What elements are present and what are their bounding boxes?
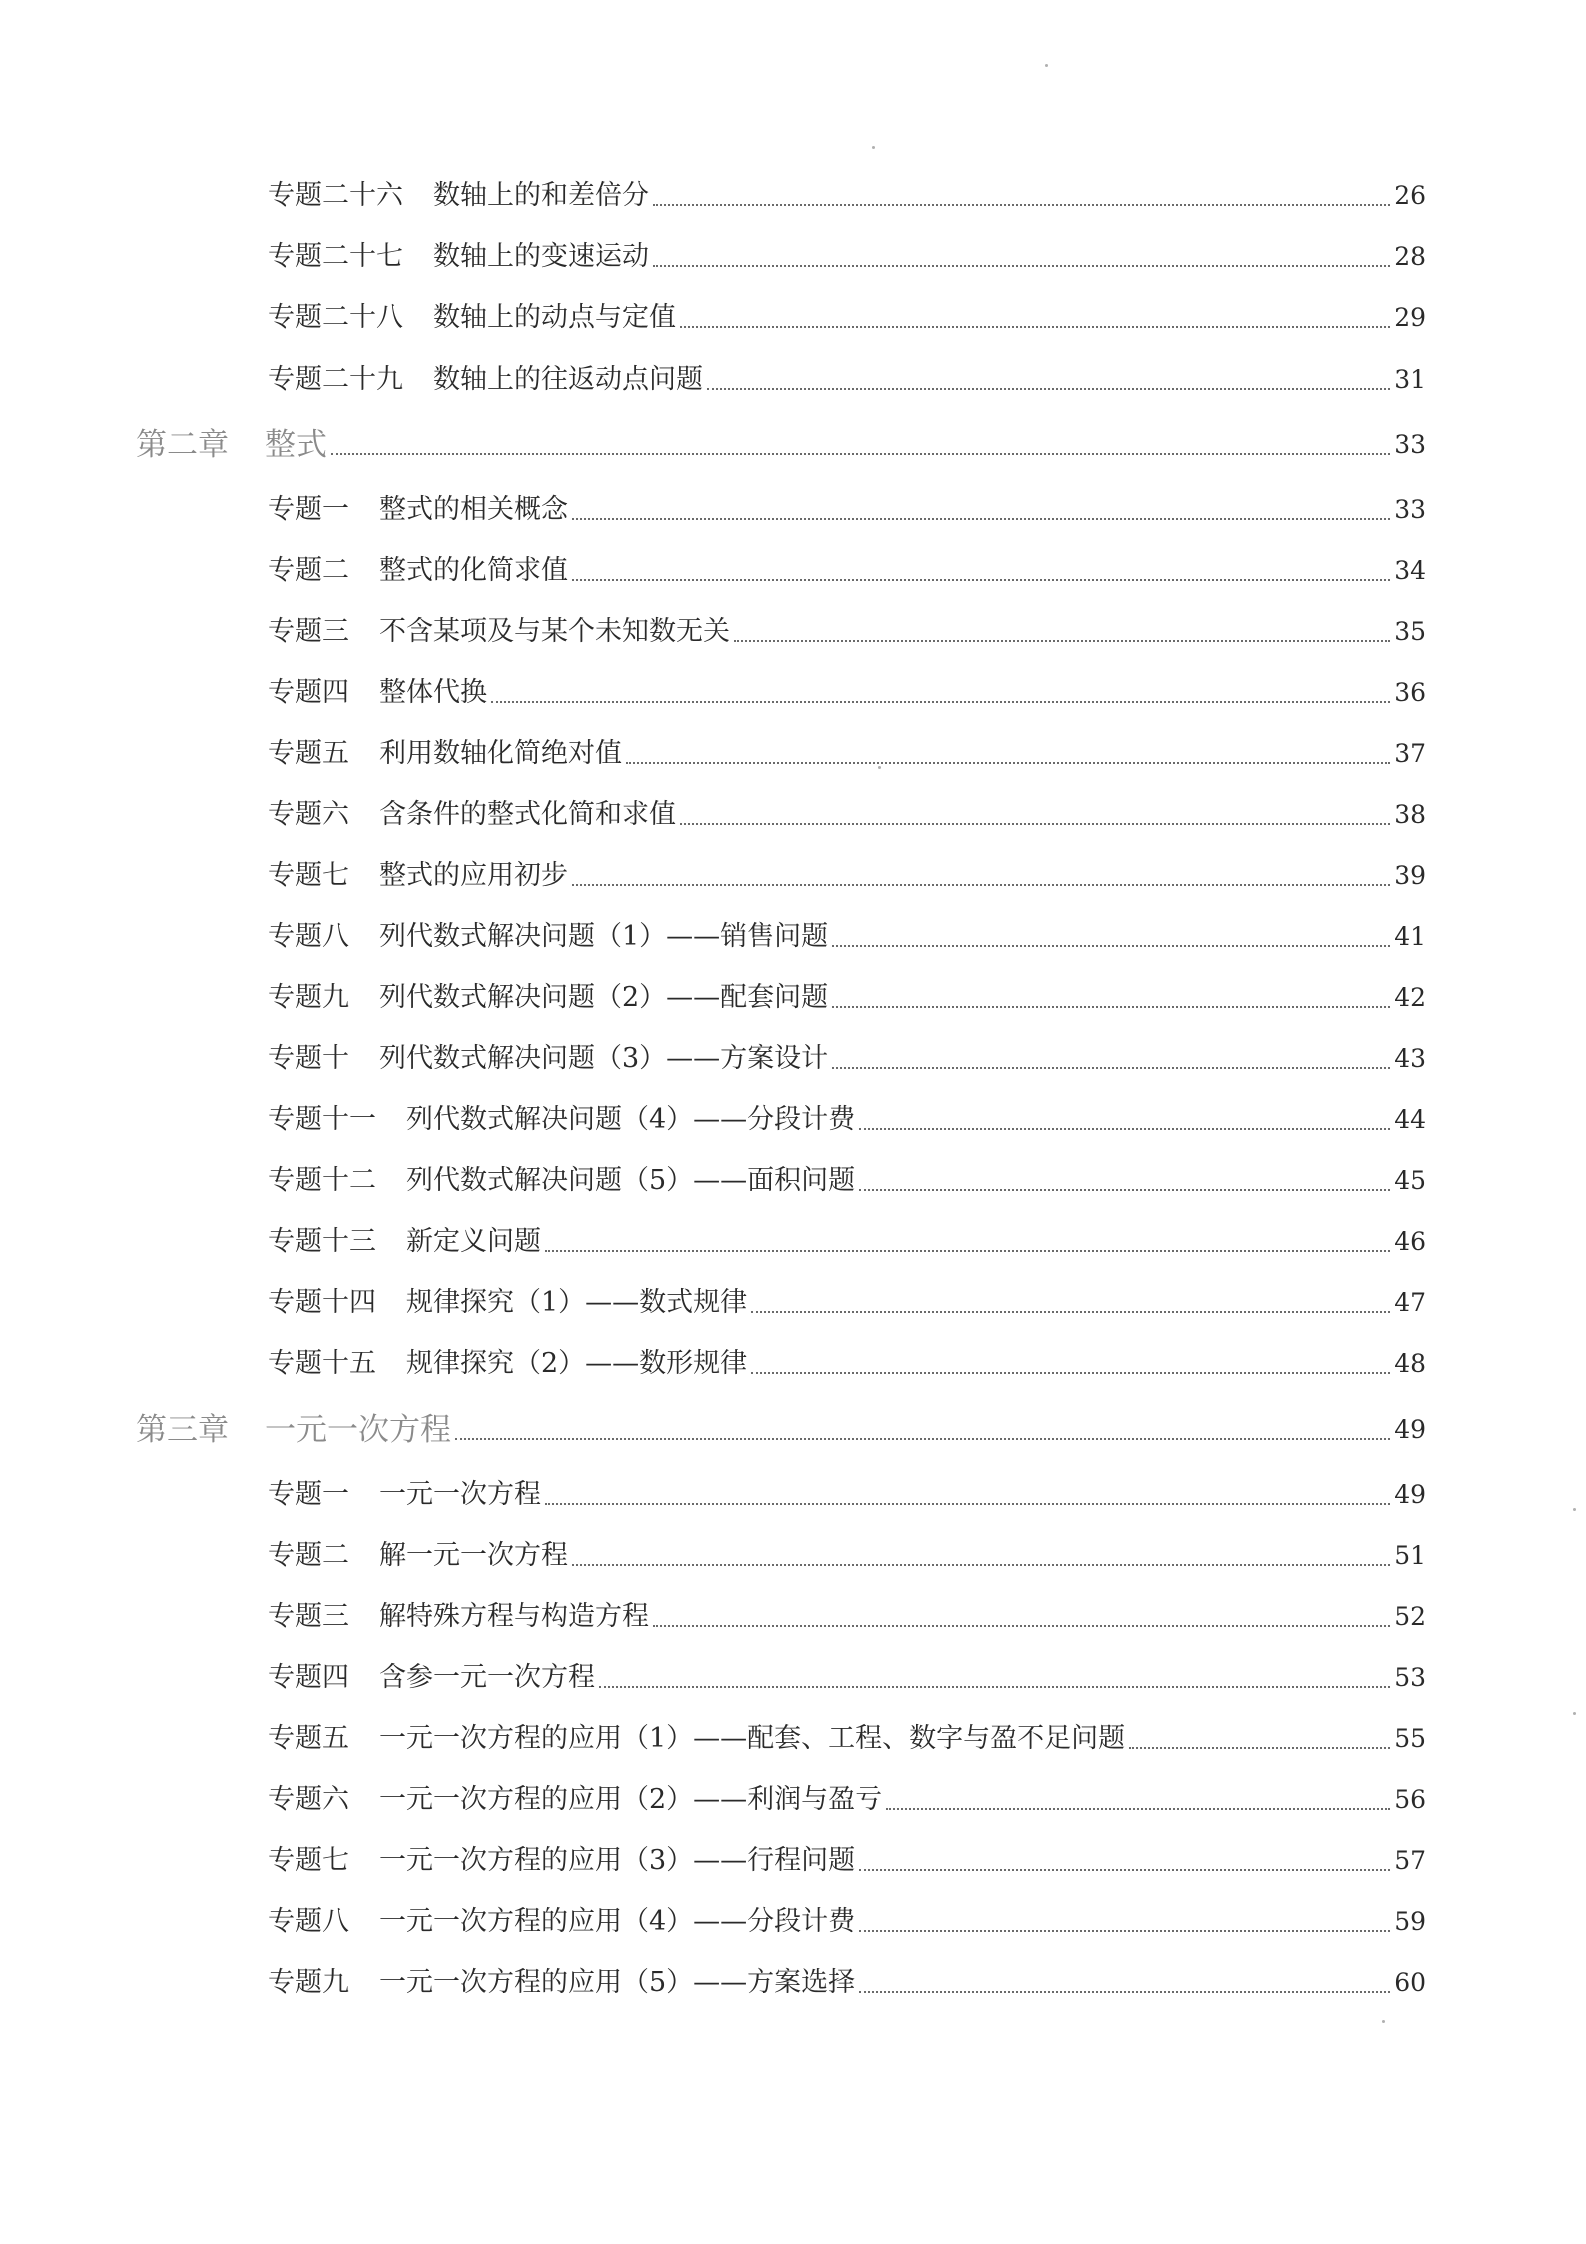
- toc-entry-title: 列代数式解决问题（1）——销售问题: [379, 921, 829, 952]
- dot-leader: [653, 204, 1390, 206]
- toc-entry-page-number: 28: [1394, 242, 1426, 271]
- dot-leader: [626, 762, 1390, 764]
- dot-leader: [680, 823, 1390, 825]
- toc-entry-label: 专题五: [268, 738, 349, 769]
- toc-entry-label: 专题二十七: [268, 241, 403, 272]
- dot-leader: [1129, 1747, 1390, 1749]
- toc-entry-title: 含参一元一次方程: [379, 1662, 595, 1693]
- toc-topic-row: [268, 1158, 1426, 1198]
- toc-entry-page-number: 39: [1394, 861, 1426, 890]
- toc-entry-title: 一元一次方程的应用（3）——行程问题: [379, 1845, 856, 1876]
- toc-entry-page-number: 33: [1394, 430, 1426, 459]
- toc-entry-label: 专题十二: [268, 1165, 376, 1196]
- dot-leader: [545, 1250, 1390, 1252]
- toc-entry-title: 整式: [265, 427, 327, 463]
- dot-leader: [859, 1128, 1390, 1130]
- toc-topic-row: [268, 548, 1426, 588]
- toc-entry-title: 一元一次方程的应用（2）——利润与盈亏: [379, 1784, 883, 1815]
- toc-topic-row: [268, 1777, 1426, 1817]
- dot-leader: [832, 945, 1390, 947]
- dot-leader: [832, 1067, 1390, 1069]
- toc-entry-title: 不含某项及与某个未知数无关: [379, 616, 730, 647]
- toc-entry-label: 专题六: [268, 799, 349, 830]
- toc-entry-title: 解一元一次方程: [379, 1540, 568, 1571]
- toc-entry-label: 专题一: [268, 1479, 349, 1510]
- toc-topic-row: [268, 295, 1426, 335]
- toc-entry-page-number: 31: [1394, 365, 1426, 394]
- toc-chapter-row: [136, 1407, 1426, 1447]
- dot-leader: [491, 701, 1390, 703]
- toc-entry-label: 专题十五: [268, 1348, 376, 1379]
- toc-entry-title: 一元一次方程: [379, 1479, 541, 1510]
- toc-entry-label: 专题十四: [268, 1287, 376, 1318]
- toc-topic-row: [268, 609, 1426, 649]
- toc-entry-label: 专题六: [268, 1784, 349, 1815]
- scan-speck: [1573, 1508, 1576, 1511]
- scan-speck: [1045, 64, 1048, 67]
- toc-entry-page-number: 26: [1394, 181, 1426, 210]
- dot-leader: [572, 884, 1390, 886]
- toc-entry-label: 专题九: [268, 1967, 349, 1998]
- dot-leader: [859, 1991, 1390, 1993]
- toc-entry-title: 规律探究（2）——数形规律: [406, 1348, 748, 1379]
- dot-leader: [599, 1686, 1390, 1688]
- scan-speck: [1573, 1712, 1576, 1715]
- toc-topic-row: [268, 1838, 1426, 1878]
- dot-leader: [455, 1438, 1390, 1440]
- toc-entry-page-number: 37: [1394, 739, 1426, 768]
- toc-entry-title: 整式的相关概念: [379, 494, 568, 525]
- toc-entry-page-number: 36: [1394, 678, 1426, 707]
- toc-topic-row: [268, 1960, 1426, 2000]
- toc-entry-title: 利用数轴化简绝对值: [379, 738, 622, 769]
- toc-topic-row: [268, 914, 1426, 954]
- toc-entry-page-number: 52: [1394, 1602, 1426, 1631]
- toc-entry-page-number: 53: [1394, 1663, 1426, 1692]
- toc-entry-title: 数轴上的和差倍分: [433, 180, 649, 211]
- toc-entry-page-number: 34: [1394, 556, 1426, 585]
- toc-topic-row: [268, 1716, 1426, 1756]
- toc-topic-row: [268, 853, 1426, 893]
- dot-leader: [859, 1189, 1390, 1191]
- toc-topic-row: [268, 670, 1426, 710]
- toc-topic-row: [268, 1219, 1426, 1259]
- toc-entry-title: 一元一次方程的应用（5）——方案选择: [379, 1967, 856, 1998]
- scan-speck: [878, 766, 881, 769]
- toc-entry-page-number: 57: [1394, 1846, 1426, 1875]
- toc-entry-label: 专题八: [268, 1906, 349, 1937]
- toc-entry-label: 专题七: [268, 860, 349, 891]
- toc-entry-label: 专题一: [268, 494, 349, 525]
- scan-speck: [872, 146, 875, 149]
- toc-entry-page-number: 48: [1394, 1349, 1426, 1378]
- toc-entry-page-number: 51: [1394, 1541, 1426, 1570]
- scan-speck: [1382, 2020, 1385, 2023]
- toc-entry-title: 一元一次方程的应用（4）——分段计费: [379, 1906, 856, 1937]
- toc-topic-row: [268, 487, 1426, 527]
- toc-entry-label: 专题五: [268, 1723, 349, 1754]
- toc-entry-page-number: 59: [1394, 1907, 1426, 1936]
- toc-topic-row: [268, 1533, 1426, 1573]
- toc-entry-page-number: 49: [1394, 1480, 1426, 1509]
- toc-topic-row: [268, 1594, 1426, 1634]
- toc-topic-row: [268, 1655, 1426, 1695]
- toc-entry-label: 第三章: [136, 1412, 229, 1448]
- toc-topic-row: [268, 1341, 1426, 1381]
- toc-entry-title: 整式的应用初步: [379, 860, 568, 891]
- toc-entry-label: 专题二: [268, 1540, 349, 1571]
- toc-entry-page-number: 33: [1394, 495, 1426, 524]
- toc-topic-row: [268, 234, 1426, 274]
- toc-entry-title: 列代数式解决问题（3）——方案设计: [379, 1043, 829, 1074]
- dot-leader: [572, 1564, 1390, 1566]
- toc-topic-row: [268, 357, 1426, 397]
- toc-entry-title: 一元一次方程: [265, 1412, 451, 1448]
- toc-entry-page-number: 41: [1394, 922, 1426, 951]
- toc-entry-label: 专题八: [268, 921, 349, 952]
- toc-entry-page-number: 44: [1394, 1105, 1426, 1134]
- dot-leader: [832, 1006, 1390, 1008]
- toc-entry-title: 一元一次方程的应用（1）——配套、工程、数字与盈不足问题: [379, 1723, 1126, 1754]
- toc-chapter-row: [136, 422, 1426, 462]
- toc-entry-label: 专题四: [268, 677, 349, 708]
- toc-entry-label: 专题七: [268, 1845, 349, 1876]
- toc-entry-page-number: 49: [1394, 1415, 1426, 1444]
- toc-entry-title: 新定义问题: [406, 1226, 541, 1257]
- toc-entry-label: 专题二十八: [268, 302, 403, 333]
- dot-leader: [751, 1372, 1390, 1374]
- dot-leader: [653, 265, 1390, 267]
- toc-entry-page-number: 60: [1394, 1968, 1426, 1997]
- toc-topic-row: [268, 1097, 1426, 1137]
- dot-leader: [707, 388, 1390, 390]
- toc-entry-label: 第二章: [136, 427, 229, 463]
- toc-entry-page-number: 47: [1394, 1288, 1426, 1317]
- toc-entry-label: 专题四: [268, 1662, 349, 1693]
- toc-topic-row: [268, 792, 1426, 832]
- toc-entry-label: 专题三: [268, 1601, 349, 1632]
- dot-leader: [331, 453, 1390, 455]
- toc-entry-title: 整式的化简求值: [379, 555, 568, 586]
- toc-entry-page-number: 35: [1394, 617, 1426, 646]
- toc-entry-title: 列代数式解决问题（4）——分段计费: [406, 1104, 856, 1135]
- toc-entry-page-number: 38: [1394, 800, 1426, 829]
- toc-topic-row: [268, 1472, 1426, 1512]
- toc-entry-page-number: 45: [1394, 1166, 1426, 1195]
- toc-entry-title: 规律探究（1）——数式规律: [406, 1287, 748, 1318]
- toc-entry-label: 专题九: [268, 982, 349, 1013]
- toc-topic-row: [268, 1280, 1426, 1320]
- toc-entry-title: 数轴上的往返动点问题: [433, 364, 703, 395]
- dot-leader: [859, 1930, 1390, 1932]
- dot-leader: [545, 1503, 1390, 1505]
- toc-entry-page-number: 46: [1394, 1227, 1426, 1256]
- dot-leader: [886, 1808, 1390, 1810]
- dot-leader: [734, 640, 1390, 642]
- toc-topic-row: [268, 1899, 1426, 1939]
- toc-entry-title: 整体代换: [379, 677, 487, 708]
- toc-entry-label: 专题十一: [268, 1104, 376, 1135]
- dot-leader: [751, 1311, 1390, 1313]
- toc-entry-title: 列代数式解决问题（2）——配套问题: [379, 982, 829, 1013]
- toc-topic-row: [268, 975, 1426, 1015]
- toc-entry-page-number: 56: [1394, 1785, 1426, 1814]
- toc-entry-page-number: 55: [1394, 1724, 1426, 1753]
- dot-leader: [653, 1625, 1390, 1627]
- dot-leader: [572, 518, 1390, 520]
- toc-entry-title: 解特殊方程与构造方程: [379, 1601, 649, 1632]
- toc-entry-label: 专题十三: [268, 1226, 376, 1257]
- toc-topic-row: [268, 731, 1426, 771]
- toc-entry-label: 专题三: [268, 616, 349, 647]
- toc-entry-title: 列代数式解决问题（5）——面积问题: [406, 1165, 856, 1196]
- toc-entry-title: 数轴上的动点与定值: [433, 302, 676, 333]
- dot-leader: [680, 326, 1390, 328]
- toc-entry-label: 专题十: [268, 1043, 349, 1074]
- toc-entry-label: 专题二: [268, 555, 349, 586]
- toc-topic-row: [268, 173, 1426, 213]
- dot-leader: [859, 1869, 1390, 1871]
- toc-entry-title: 数轴上的变速运动: [433, 241, 649, 272]
- dot-leader: [572, 579, 1390, 581]
- toc-topic-row: [268, 1036, 1426, 1076]
- toc-entry-title: 含条件的整式化简和求值: [379, 799, 676, 830]
- toc-entry-page-number: 29: [1394, 303, 1426, 332]
- toc-entry-label: 专题二十九: [268, 364, 403, 395]
- toc-entry-label: 专题二十六: [268, 180, 403, 211]
- toc-entry-page-number: 43: [1394, 1044, 1426, 1073]
- toc-entry-page-number: 42: [1394, 983, 1426, 1012]
